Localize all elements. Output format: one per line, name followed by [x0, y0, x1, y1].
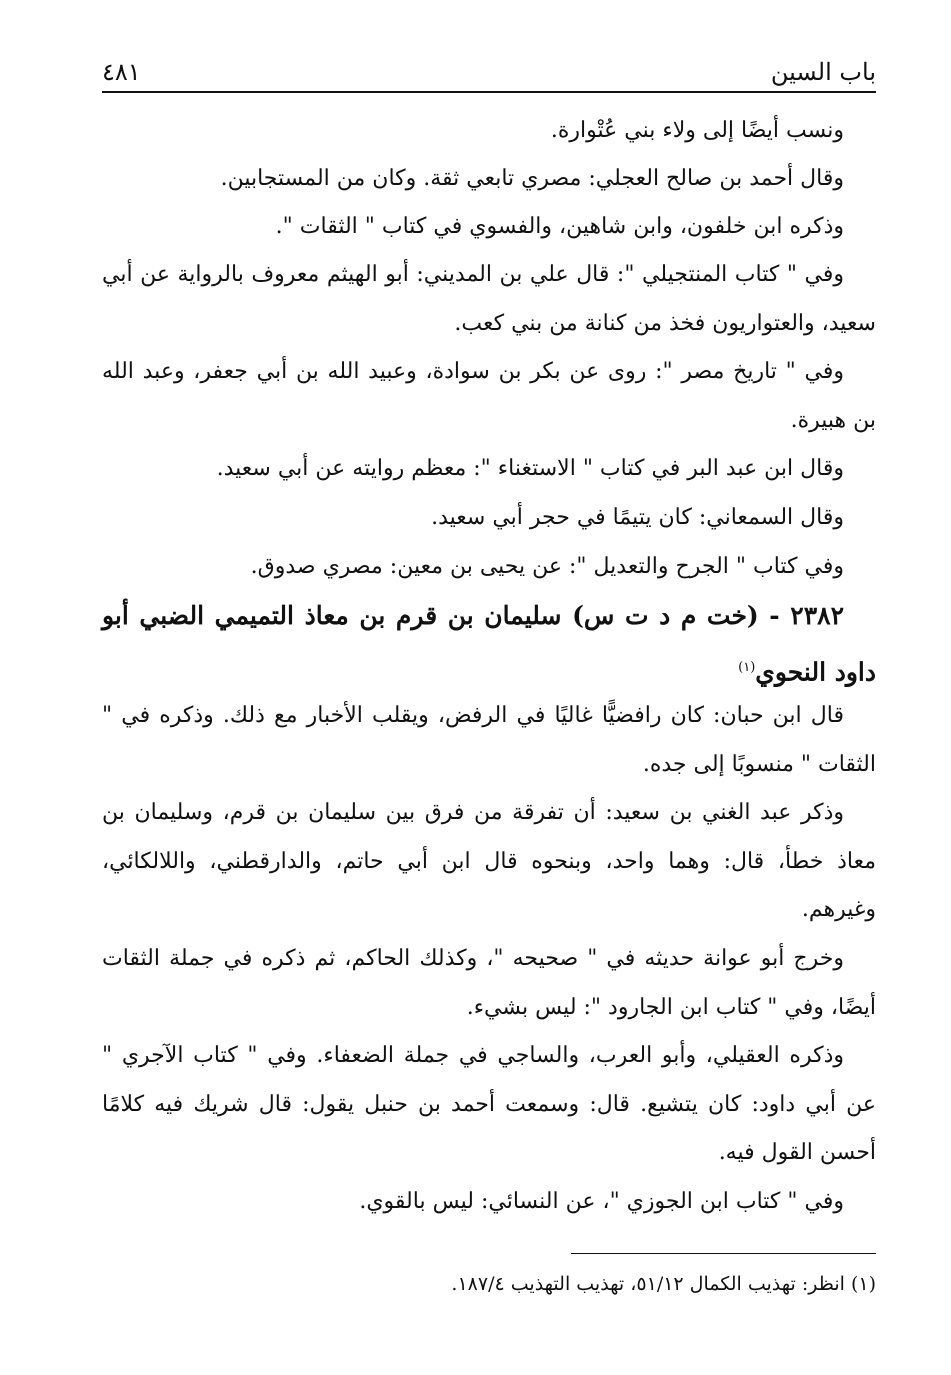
paragraph: وفي " تاريخ مصر ": روى عن بكر بن سوادة، وعبيد الله بن أبي جعفر، وعبد الله بن هبيرة. [102, 359, 876, 433]
entry-heading [102, 590, 876, 698]
paragraph: وذكره ابن خلفون، وابن شاهين، والفسوي في كتاب " الثقات ". [275, 214, 844, 239]
footnote-marker: (١) [738, 660, 756, 675]
paragraph: وفي " كتاب المنتجيلي ": قال علي بن المديني: أبو الهيثم معروف بالرواية عن أبي سعيد، والعتواريون فخذ من كنانة من بني كعب. [102, 262, 876, 336]
running-title: باب السين [770, 58, 876, 86]
book-page [102, 55, 876, 1295]
paragraph: وذكره العقيلي، وأبو العرب، والساجي في جملة الضعفاء. وفي " كتاب الآجري " عن أبي داود: كان يتشيع. قال: وسمعت أحمد بن حنبل يقول: قال شريك فيه كلامًا أحسن القول فيه. [102, 1043, 876, 1165]
paragraph: وقال أحمد بن صالح العجلي: مصري تابعي ثقة. وكان من المستجابين. [220, 166, 844, 191]
page-header [102, 55, 876, 93]
paragraph: وفي كتاب " الجرح والتعديل ": عن يحيى بن معين: مصري صدوق. [250, 554, 844, 579]
entry-heading-text: ٢٣٨٢ - (خت م د ت س) سليمان بن قرم بن معاذ التميمي الضبي أبو داود النحوي [102, 601, 876, 687]
paragraph: وفي " كتاب ابن الجوزي "، عن النسائي: ليس بالقوي. [359, 1189, 844, 1214]
paragraph: وخرج أبو عوانة حديثه في " صحيحه "، وكذلك الحاكم، ثم ذكره في جملة الثقات أيضًا، وفي " كتاب ابن الجارود ": ليس بشيء. [102, 946, 876, 1020]
paragraph: وقال ابن عبد البر في كتاب " الاستغناء ": معظم روايته عن أبي سعيد. [216, 456, 844, 481]
footnote-divider [571, 1253, 876, 1254]
paragraph: وقال السمعاني: كان يتيمًا في حجر أبي سعيد. [431, 505, 844, 530]
paragraph: وذكر عبد الغني بن سعيد: أن تفرقة من فرق بين سليمان بن قرم، وسليمان بن معاذ خطأ، قال: وهما واحد، وبنحوه قال ابن أبي حاتم، والدارقطني، واللالكائي، وغيرهم. [102, 800, 876, 922]
footnote: (١) انظر: تهذيب الكمال ٥١/١٢، تهذيب التهذيب ١٨٧/٤. [451, 1273, 876, 1295]
page-number: ٤٨١ [102, 58, 141, 86]
paragraph: قال ابن حبان: كان رافضيًّا غاليًا في الرفض، ويقلب الأخبار مع ذلك. وذكره في " الثقات " منسوبًا إلى جده. [102, 703, 876, 777]
paragraph: ونسب أيضًا إلى ولاء بني عُتْوارة. [550, 118, 844, 143]
